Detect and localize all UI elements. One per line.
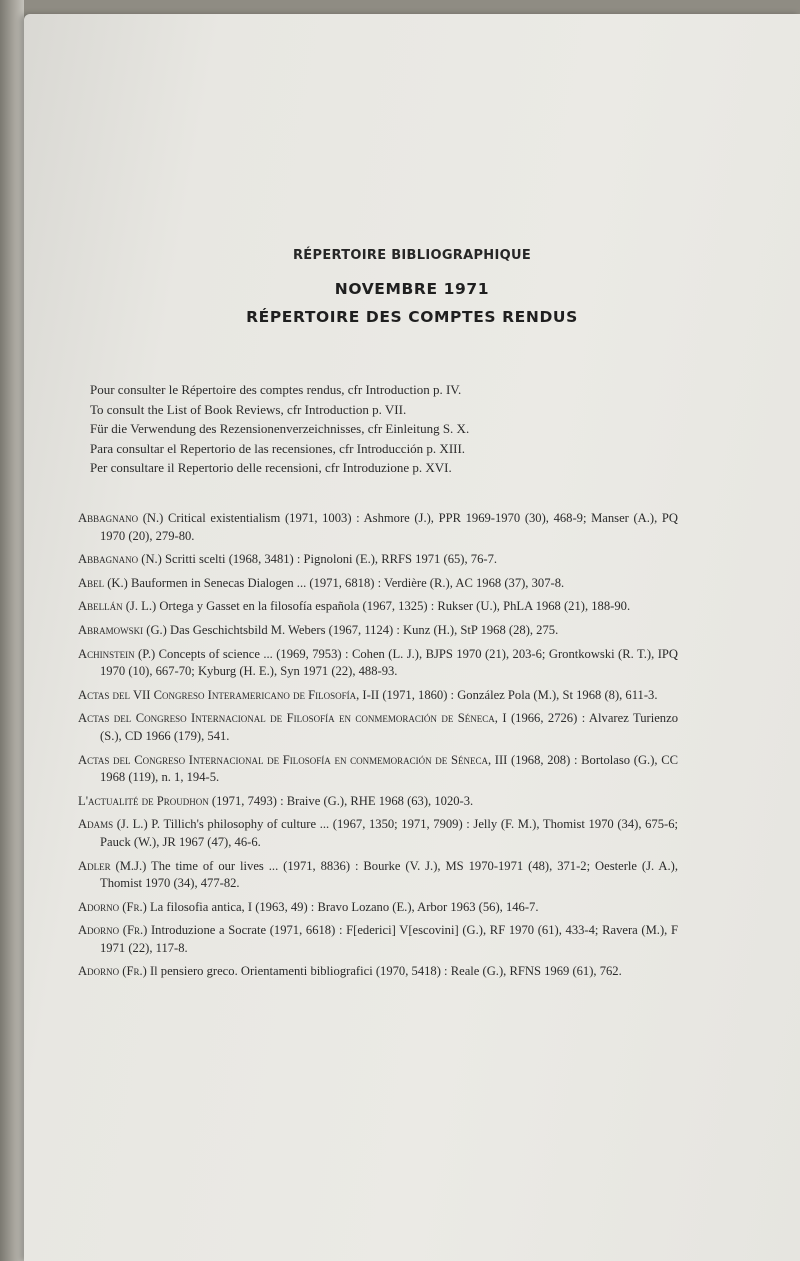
review-entry <box>78 793 678 811</box>
entry-author: Actas del VII Congreso Interamericano de Filosofía <box>78 687 357 702</box>
document-page <box>24 14 800 1261</box>
entry-text: , I-II (1971, 1860) : González Pola (M.), St 1968 (8), 611-3. <box>356 687 658 702</box>
entry-author: Adorno (Fr.) <box>78 923 148 938</box>
review-entry <box>78 922 678 957</box>
review-entry <box>78 575 678 593</box>
entry-author: Adorno (Fr.) <box>78 964 147 979</box>
binding-edge <box>0 0 24 1261</box>
review-entry <box>78 510 678 545</box>
review-entry <box>78 752 678 787</box>
review-entry <box>78 598 678 616</box>
intro-line-de: Für die Verwendung des Rezensionenverzeichnisses, cfr Einleitung S. X. <box>90 421 470 436</box>
reviews-heading: RÉPERTOIRE DES COMPTES RENDUS <box>246 308 578 326</box>
entry-author: Adorno (Fr.) <box>78 899 147 914</box>
entry-author: Abramowski (G.) <box>78 622 167 637</box>
entry-text: P. Tillich's philosophy of culture ... (1967, 1350; 1971, 7909) : Jelly (F. M.), Thomist 1970 (34), 675-6; Pauck (W.), JR 1967 (47), 46-6. <box>100 817 678 849</box>
entry-author: Abel (K.) <box>78 575 128 590</box>
review-entries <box>78 510 678 987</box>
review-entry <box>78 858 678 893</box>
entry-text: The time of our lives ... (1971, 8836) : Bourke (V. J.), MS 1970-1971 (48), 371-2; Oesterle (J. A.), Thomist 1970 (34), 477-82. <box>100 858 679 891</box>
entry-text: La filosofia antica, I (1963, 49) : Bravo Lozano (E.), Arbor 1963 (56), 146-7. <box>146 899 539 914</box>
entry-author: L'actualité de Proudhon <box>78 793 209 808</box>
entry-author: Actas del Congreso Internacional de Filosofía en conmemoración de Séneca <box>78 752 488 767</box>
intro-block <box>90 380 690 478</box>
entry-text: (1971, 7493) : Braive (G.), RHE 1968 (63), 1020-3. <box>208 793 474 808</box>
review-entry <box>78 710 678 745</box>
review-entry <box>78 622 678 640</box>
intro-line-it: Per consultare il Repertorio delle recensioni, cfr Introduzione p. XVI. <box>90 460 452 475</box>
intro-line-es: Para consultar el Repertorio de las recensiones, cfr Introducción p. XIII. <box>90 440 466 456</box>
intro-line-fr: Pour consulter le Répertoire des comptes rendus, cfr Introduction p. IV. <box>90 382 462 397</box>
entry-author: Adler (M.J.) <box>78 858 147 873</box>
entry-text: Scritti scelti (1968, 3481) : Pignoloni (E.), RRFS 1971 (65), 76-7. <box>161 552 498 567</box>
entry-text: Bauformen in Senecas Dialogen ... (1971, 6818) : Verdière (R.), AC 1968 (37), 307-8. <box>127 575 565 590</box>
entry-author: Actas del Congreso Internacional de Filosofía en conmemoración de Séneca <box>78 711 495 726</box>
entry-text: Critical existentialism (1971, 1003) : Ashmore (J.), PPR 1969-1970 (30), 468-9; Manser (A.), PQ 1970 (20), 279-80. <box>100 511 678 543</box>
review-entry <box>78 899 678 917</box>
entry-author: Adams (J. L.) <box>78 817 148 832</box>
page-headings <box>24 246 800 331</box>
entry-author: Abellán (J. L.) <box>78 599 157 614</box>
review-entry <box>78 687 678 705</box>
entry-text: , III (1968, 208) : Bortolaso (G.), CC 1968 (119), n. 1, 194-5. <box>100 752 678 785</box>
review-entry <box>78 816 678 851</box>
entry-author: Achinstein (P.) <box>78 646 156 661</box>
section-heading: RÉPERTOIRE BIBLIOGRAPHIQUE <box>293 248 531 263</box>
review-entry <box>78 963 678 981</box>
issue-date-heading: NOVEMBRE 1971 <box>334 280 490 298</box>
intro-line-en: To consult the List of Book Reviews, cfr Introduction p. VII. <box>90 401 407 417</box>
review-entry <box>78 646 678 681</box>
review-entry <box>78 551 678 569</box>
entry-text: Ortega y Gasset en la filosofía española (1967, 1325) : Rukser (U.), PhLA 1968 (21), 188-90. <box>156 599 631 614</box>
entry-text: Das Geschichtsbild M. Webers (1967, 1124) : Kunz (H.), StP 1968 (28), 275. <box>166 622 559 637</box>
entry-text: , I (1966, 2726) : Alvarez Turienzo (S.), CD 1966 (179), 541. <box>100 711 678 743</box>
entry-text: Il pensiero greco. Orientamenti bibliografici (1970, 5418) : Reale (G.), RFNS 1969 (61), 762. <box>146 964 622 979</box>
entry-author: Abbagnano (N.) <box>78 552 162 567</box>
entry-author: Abbagnano (N.) <box>78 511 164 525</box>
entry-text: Introduzione a Socrate (1971, 6618) : F[ederici] V[escovini] (G.), RF 1970 (61), 433-4; Ravera (M.), F 1971 (22), 117-8. <box>100 923 678 955</box>
entry-text: Concepts of science ... (1969, 7953) : Cohen (L. J.), BJPS 1970 (21), 203-6; Grontkowski (R. T.), IPQ 1970 (10), 667-70; Kyburg (H. E.), Syn 1971 (22), 488-93. <box>100 646 678 679</box>
